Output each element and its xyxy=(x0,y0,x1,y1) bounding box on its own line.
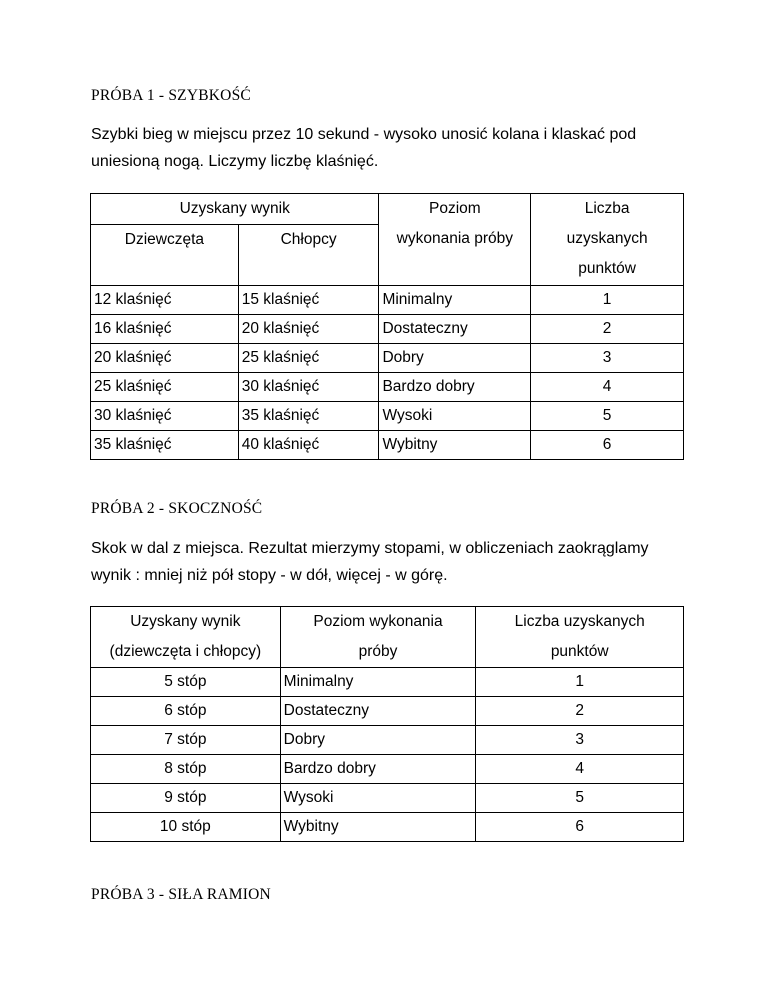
cell-level: Bardzo dobry xyxy=(280,755,476,784)
cell-boys: 35 klaśnięć xyxy=(238,402,379,431)
cell-boys: 25 klaśnięć xyxy=(238,344,379,373)
table-row xyxy=(91,402,684,431)
header-level: Poziom wykonania próby xyxy=(280,607,476,668)
cell-points: 3 xyxy=(476,726,684,755)
cell-boys: 15 klaśnięć xyxy=(238,286,379,315)
table-header-row xyxy=(91,194,684,225)
cell-points: 5 xyxy=(531,402,684,431)
cell-level: Wysoki xyxy=(379,402,531,431)
cell-level: Dostateczny xyxy=(280,697,476,726)
cell-level: Dobry xyxy=(280,726,476,755)
table-row xyxy=(91,286,684,315)
cell-level: Bardzo dobry xyxy=(379,373,531,402)
cell-points: 4 xyxy=(531,373,684,402)
section2-title: PRÓBA 2 - SKOCZNOŚĆ xyxy=(91,500,263,517)
cell-girls: 30 klaśnięć xyxy=(91,402,239,431)
header-points: Liczba uzyskanych punktów xyxy=(476,607,684,668)
cell-result: 9 stóp xyxy=(91,784,281,813)
table-row xyxy=(91,315,684,344)
cell-points: 3 xyxy=(531,344,684,373)
cell-result: 7 stóp xyxy=(91,726,281,755)
section1-description: Szybki bieg w miejscu przez 10 sekund - wysoko unosić kolana i klaskać pod uniesioną nogą. Liczymy liczbę klaśnięć. xyxy=(91,126,637,170)
table-row xyxy=(91,755,684,784)
table-header-row xyxy=(91,607,684,668)
cell-result: 8 stóp xyxy=(91,755,281,784)
cell-points: 1 xyxy=(476,668,684,697)
cell-girls: 35 klaśnięć xyxy=(91,431,239,460)
cell-result: 10 stóp xyxy=(91,813,281,842)
table-row xyxy=(91,697,684,726)
cell-result: 5 stóp xyxy=(91,668,281,697)
header-points: Liczba uzyskanych punktów xyxy=(531,194,684,286)
section2-description: Skok w dal z miejsca. Rezultat mierzymy stopami, w obliczeniach zaokrąglamy wynik : mniej niż pół stopy - w dół, więcej - w górę. xyxy=(91,540,649,584)
header-girls: Dziewczęta xyxy=(91,225,239,286)
cell-boys: 40 klaśnięć xyxy=(238,431,379,460)
cell-points: 6 xyxy=(531,431,684,460)
cell-boys: 20 klaśnięć xyxy=(238,315,379,344)
header-level: Poziom wykonania próby xyxy=(379,194,531,286)
cell-level: Wybitny xyxy=(379,431,531,460)
cell-points: 1 xyxy=(531,286,684,315)
table-row xyxy=(91,668,684,697)
cell-level: Dostateczny xyxy=(379,315,531,344)
cell-level: Dobry xyxy=(379,344,531,373)
table-row xyxy=(91,726,684,755)
cell-level: Minimalny xyxy=(379,286,531,315)
cell-level: Minimalny xyxy=(280,668,476,697)
table-row xyxy=(91,344,684,373)
header-boys: Chłopcy xyxy=(238,225,379,286)
table-row xyxy=(91,784,684,813)
cell-boys: 30 klaśnięć xyxy=(238,373,379,402)
cell-level: Wysoki xyxy=(280,784,476,813)
cell-girls: 25 klaśnięć xyxy=(91,373,239,402)
header-result: Uzyskany wynik xyxy=(91,194,379,225)
cell-points: 5 xyxy=(476,784,684,813)
cell-girls: 12 klaśnięć xyxy=(91,286,239,315)
cell-girls: 20 klaśnięć xyxy=(91,344,239,373)
cell-points: 4 xyxy=(476,755,684,784)
section1-title: PRÓBA 1 - SZYBKOŚĆ xyxy=(91,87,251,104)
section3-title: PRÓBA 3 - SIŁA RAMION xyxy=(91,886,271,903)
cell-points: 2 xyxy=(531,315,684,344)
table-row xyxy=(91,373,684,402)
cell-result: 6 stóp xyxy=(91,697,281,726)
cell-girls: 16 klaśnięć xyxy=(91,315,239,344)
cell-points: 6 xyxy=(476,813,684,842)
cell-level: Wybitny xyxy=(280,813,476,842)
speed-scoring-table xyxy=(90,193,684,460)
jump-scoring-table xyxy=(90,606,684,842)
table-row xyxy=(91,813,684,842)
cell-points: 2 xyxy=(476,697,684,726)
table-row xyxy=(91,431,684,460)
header-result: Uzyskany wynik (dziewczęta i chłopcy) xyxy=(91,607,281,668)
